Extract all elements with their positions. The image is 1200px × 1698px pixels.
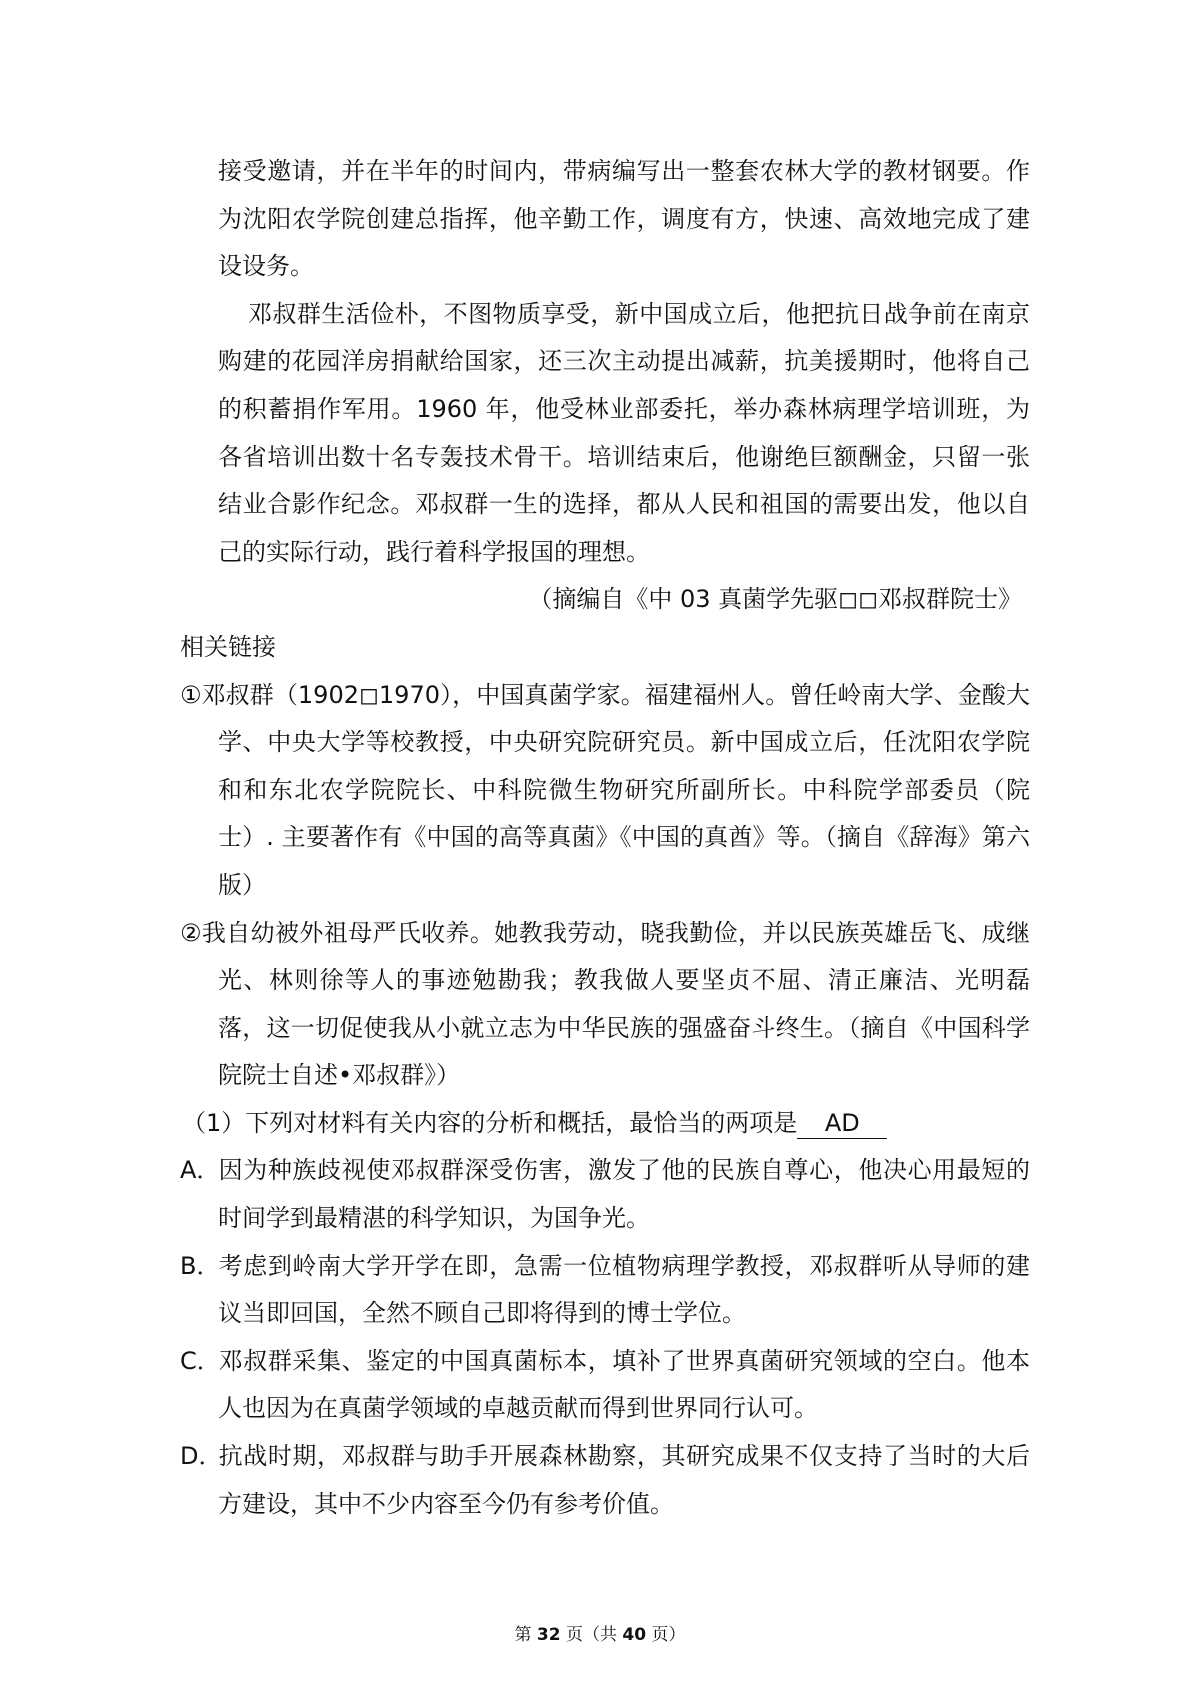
passage-source: （摘编自《中 03 真菌学先驱◻◻邓叔群院士》	[528, 585, 1022, 614]
question-text: （1）下列对材料有关内容的分析和概括，最恰当的两项是	[182, 1108, 798, 1137]
option-text: 抗战时期，邓叔群与助手开展森林勘察，其研究成果不仅支持了当时的大后方建设，其中不少内容至今仍有参考价值。	[218, 1442, 1030, 1518]
answer-blank: AD	[797, 1108, 887, 1139]
answer-option	[180, 1338, 1030, 1433]
option-text: 邓叔群采集、鉴定的中国真菌标本，填补了世界真菌研究领域的空白。他本人也因为在真菌学领域的卓越贡献而得到世界同行认可。	[218, 1346, 1030, 1423]
option-text: 因为种族歧视使邓叔群深受伤害，激发了他的民族自尊心，他决心用最短的时间学到最精湛的科学知识，为国争光。	[218, 1156, 1030, 1233]
option-text: 考虑到岭南大学开学在即，急需一位植物病理学教授，邓叔群听从导师的建议当即回国，全然不顾自己即将得到的博士学位。	[218, 1251, 1030, 1328]
related-link-item: ①邓叔群（1902◻1970），中国真菌学家。福建福州人。曾任岭南大学、金酸大学、中央大学等校教授，中央研究院研究员。新中国成立后，任沈阳农学院和和东北农学院院长、中科院微生物研究所副所长。中科院学部委员（院士）. 主要著作有《中国的高等真菌》《中国的真酋》等。（摘自《辞海》第六版）	[180, 680, 1030, 899]
option-letter: A．	[180, 1156, 221, 1185]
page-number: 32	[536, 1625, 561, 1645]
answer-option	[180, 1147, 1030, 1242]
question-stem	[180, 1100, 1030, 1148]
option-letter: C．	[180, 1346, 221, 1375]
passage-paragraph: 邓叔群生活俭朴，不图物质享受，新中国成立后，他把抗日战争前在南京购建的花园洋房捐献给国家，还三次主动提出减薪，抗美援期时，他将自己的积蓄捐作军用。1960 年，他受林业部委托，举办森林病理学培训班，为各省培训出数十名专轰技术骨干。培训结束后，他谢绝巨额酬金，只留一张结业合影作纪念。邓叔群一生的选择，都从人民和祖国的需要出发，他以自己的实际行动，践行着科学报国的理想。	[218, 299, 1030, 566]
footer-suffix: 页）	[651, 1625, 686, 1645]
page-footer	[0, 1620, 1200, 1645]
page-content	[180, 148, 1030, 1528]
related-links-title: 相关链接	[180, 632, 276, 661]
related-link-item: ②我自幼被外祖母严氏收养。她教我劳动，晓我勤俭，并以民族英雄岳飞、成继光、林则徐等人的事迹勉勘我；教我做人要坚贞不屈、清正廉洁、光明磊落，这一切促使我从小就立志为中华民族的强盛奋斗终生。（摘自《中国科学院院士自述•邓叔群》）	[180, 918, 1030, 1090]
option-letter: D．	[180, 1442, 223, 1471]
answer-option	[180, 1243, 1030, 1338]
option-letter: B．	[180, 1251, 221, 1280]
answer-option	[180, 1433, 1030, 1528]
footer-middle: 页（共	[566, 1625, 617, 1645]
passage-paragraph: 接受邀请，并在半年的时间内，带病编写出一整套农林大学的教材钢要。作为沈阳农学院创建总指挥，他辛勤工作，调度有方，快速、高效地完成了建设设务。	[218, 157, 1030, 281]
page-total: 40	[622, 1625, 647, 1645]
footer-prefix: 第	[514, 1625, 532, 1645]
